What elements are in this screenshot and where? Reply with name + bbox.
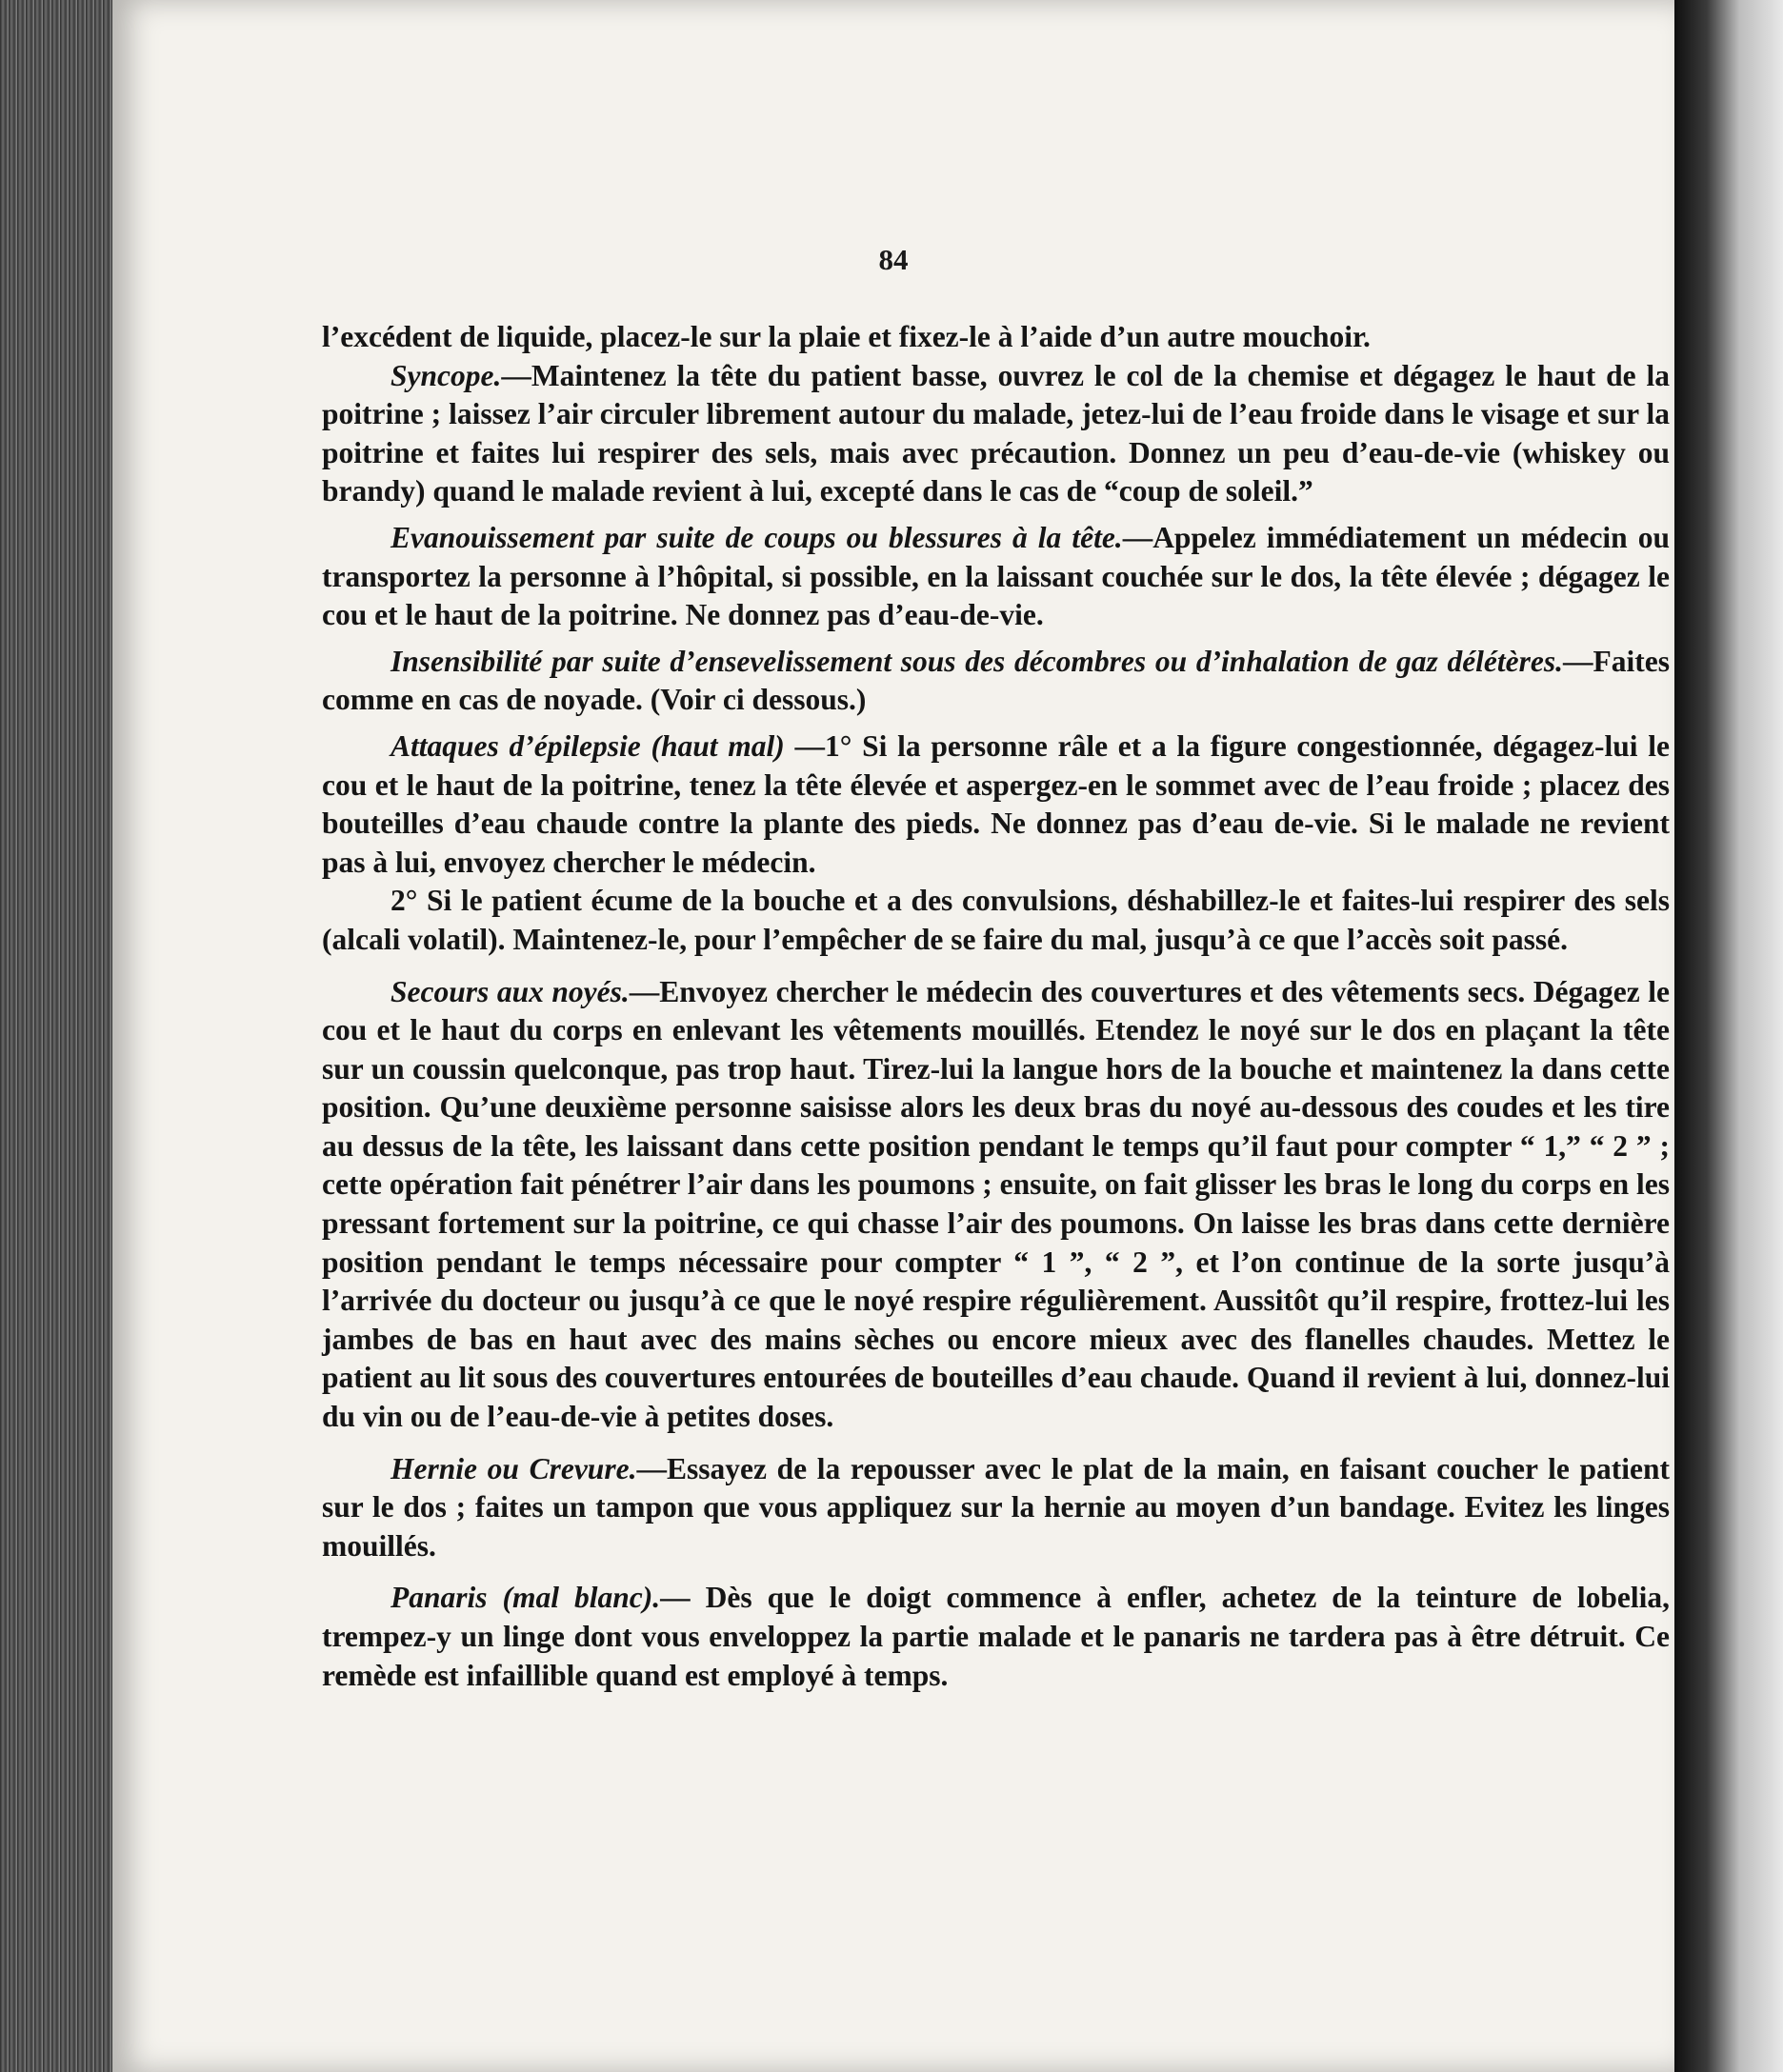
- paragraph-evanouissement: [322, 519, 1670, 635]
- paragraph-heading: Syncope.: [391, 358, 502, 392]
- paragraph-text: —Envoyez chercher le médecin des couvertures et des vêtements secs. Dégagez le cou et le haut du corps en enlevant les vêtements mouillés. Etendez le noyé sur le dos en plaçant la tête sur un coussin quelconque, pas trop haut. Tirez-lui la langue hors de la bouche et maintenez la dans cette position. Qu’une deuxième personne saisisse alors les deux bras du noyé au-dessous des coudes et les tire au dessus de la tête, les laissant dans cette position pendant le temps qu’il faut pour compter “ 1,” “ 2 ” ; cette opération fait pénétrer l’air dans les poumons ; ensuite, on fait glisser les bras le long du corps en les pressant fortement sur la poitrine, ce qui chasse l’air des poumons. On laisse les bras dans cette dernière position pendant le temps nécessaire pour compter “ 1 ”, “ 2 ”, et l’on continue de la sorte jusqu’à l’arrivée du docteur ou jusqu’à ce que le noyé respire régulièrement. Aussitôt qu’il respire, frottez-lui les jambes de bas en haut avec des mains sèches ou encore mieux avec des flanelles chaudes. Mettez le patient au lit sous des couvertures entourées de bouteilles d’eau chaude. Quand il revient à lui, donnez-lui du vin ou de l’eau-de-vie à petites doses.: [322, 974, 1670, 1434]
- paragraph-text: l’excédent de liquide, placez-le sur la plaie et fixez-le à l’aide d’un autre mouchoir.: [322, 320, 1371, 353]
- paragraph-text: —Essayez de la repousser avec le plat de la main, en faisant coucher le patient sur le dos ; faites un tampon que vous appliquez sur la hernie au moyen d’un bandage. Evitez les linges mouillés.: [322, 1451, 1670, 1563]
- page-number: 84: [878, 243, 909, 276]
- book-page-edges-left: [0, 0, 122, 2072]
- book-page: [112, 0, 1674, 2072]
- paragraph-heading: Attaques d’épilepsie (haut mal): [391, 728, 785, 763]
- paragraph-hernie: [322, 1450, 1670, 1566]
- paragraph-insensibilite: [322, 643, 1670, 720]
- paragraph-heading: Hernie ou Crevure.: [391, 1451, 637, 1485]
- paragraph-epilepsie: [322, 727, 1670, 882]
- paragraph-text: —1° Si la personne râle et a la figure congestionnée, dégagez-lui le cou et le haut de la poitrine, tenez la tête élevée et aspergez-en le sommet avec de l’eau froide ; placez des bouteilles d’eau chaude contre la plante des pieds. Ne donnez pas d’eau de-vie. Si le malade ne revient pas à lui, envoyez chercher le médecin.: [322, 728, 1670, 879]
- paragraph-heading: Insensibilité par suite d’ensevelissement sous des décombres ou d’inhalation de gaz délétères.: [391, 644, 1564, 678]
- paragraph-panaris: [322, 1579, 1670, 1695]
- paragraph-heading: Evanouissement par suite de coups ou blessures à la tête.: [391, 520, 1123, 554]
- paragraph-continuation: [322, 318, 1670, 357]
- paragraph-noyes: [322, 973, 1670, 1437]
- book-cover-edge-right: [1674, 0, 1783, 2072]
- paragraph-heading: Panaris (mal blanc).: [391, 1581, 661, 1615]
- paragraph-text: — Dès que le doigt commence à enfler, achetez de la teinture de lobelia, trempez-y un linge dont vous enveloppez la partie malade et le panaris ne tardera pas à être détruit. Ce remède est infaillible quand est employé à temps.: [322, 1581, 1671, 1692]
- paragraph-text: —Maintenez la tête du patient basse, ouvrez le col de la chemise et dégagez le haut de la poitrine ; laissez l’air circuler librement autour du malade, jetez-lui de l’eau froide dans le visage et sur la poitrine et faites lui respirer des sels, mais avec précaution. Donnez un peu d’eau-de-vie (whiskey ou brandy) quand le malade revient à lui, excepté dans le cas de “coup de soleil.”: [322, 358, 1670, 508]
- paragraph-text: 2° Si le patient écume de la bouche et a des convulsions, déshabillez-le et faites-lui respirer des sels (alcali volatil). Maintenez-le, pour l’empêcher de se faire du mal, jusqu’à ce que l’accès soit passé.: [322, 884, 1670, 956]
- paragraph-text: —Faites comme en cas de noyade. (Voir ci dessous.): [322, 644, 1670, 717]
- page-body: [322, 318, 1670, 1695]
- paragraph-heading: Secours aux noyés.: [391, 974, 630, 1008]
- paragraph-syncope: [322, 357, 1670, 511]
- paragraph-text: —Appelez immédiatement un médecin ou transportez la personne à l’hôpital, si possible, en la laissant couchée sur le dos, la tête élevée ; dégagez le cou et le haut de la poitrine. Ne donnez pas d’eau-de-vie.: [322, 520, 1670, 632]
- paragraph-epilepsie-2: [322, 882, 1670, 959]
